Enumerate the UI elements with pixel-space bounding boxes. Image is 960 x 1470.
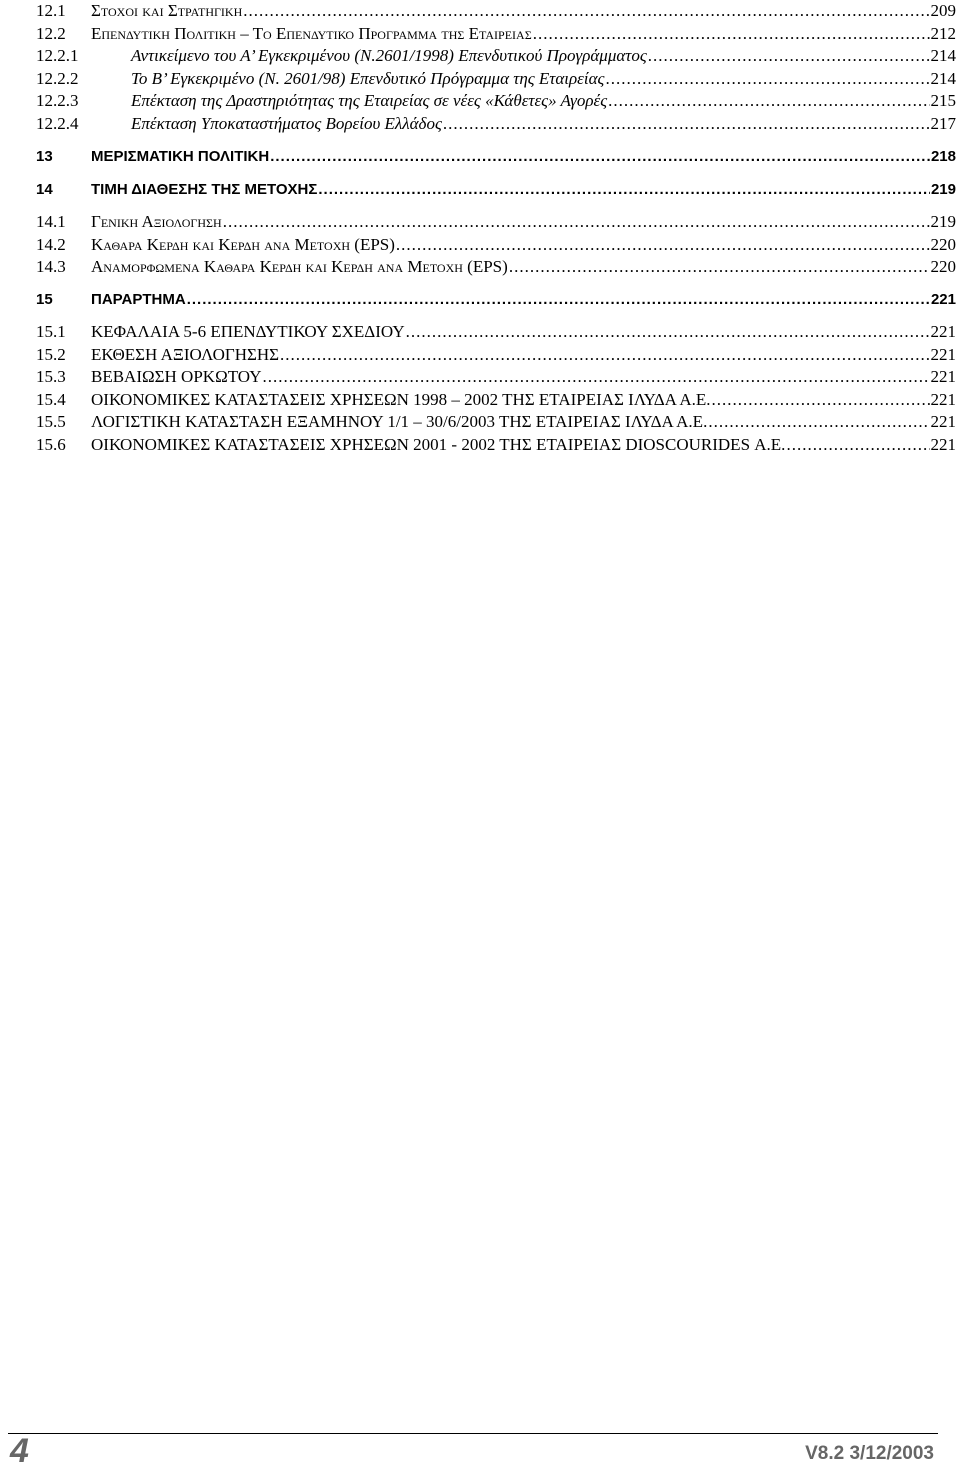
toc-entry-title: ΚΕΦΑΛΑΙΑ 5-6 ΕΠΕΝΔΥΤΙΚΟΥ ΣΧΕΔΙΟΥ (91, 322, 405, 341)
toc-entry-page: 221 (930, 290, 956, 308)
toc-entry-page: 212 (930, 23, 956, 43)
page-number: 4 (10, 1432, 29, 1470)
toc-entry[interactable] (36, 45, 956, 68)
toc-entry-page: 215 (930, 91, 956, 110)
toc-entry[interactable] (36, 23, 956, 46)
toc-leader-dots (406, 321, 930, 344)
toc-leader-dots (608, 90, 929, 113)
toc-leader-dots (509, 256, 930, 279)
toc-entry[interactable] (36, 90, 956, 113)
toc-entry-title: ΤΙΜΗ ΔΙΑΘΕΣΗΣ ΤΗΣ ΜΕΤΟΧΗΣ (91, 180, 318, 198)
toc-entry-number: 15.4 (36, 389, 66, 409)
toc-entry-number: 12.2.4 (36, 113, 79, 133)
toc-entry-page: 219 (930, 180, 956, 198)
toc-entry-number: 12.2.3 (36, 91, 79, 110)
toc-entry[interactable] (36, 389, 956, 412)
toc-entry-page: 221 (930, 434, 956, 454)
toc-leader-dots (396, 234, 930, 257)
toc-entry-number: 12.2 (36, 23, 66, 43)
toc-chapter-entry[interactable] (36, 146, 956, 169)
toc-entry-page: 220 (930, 257, 956, 276)
toc-entry-number: 15 (36, 290, 53, 308)
toc-leader-dots (786, 434, 929, 457)
toc-entry[interactable] (36, 68, 956, 91)
toc-entry-page: 221 (930, 389, 956, 409)
toc-entry-number: 15.5 (36, 412, 66, 431)
toc-entry-number: 13 (36, 148, 53, 165)
toc-entry[interactable] (36, 234, 956, 257)
toc-entry-title: ΠΑΡΑΡΤΗΜΑ (91, 290, 186, 308)
toc-leader-dots (648, 45, 930, 68)
toc-entry-number: 12.1 (36, 1, 66, 20)
toc-entry-number: 14.1 (36, 212, 66, 231)
toc-entry-page: 214 (930, 46, 956, 65)
toc-entry[interactable] (36, 434, 956, 457)
footer-divider (8, 1433, 938, 1434)
toc-entry-number: 14.3 (36, 257, 66, 276)
toc-entry-title: Επέκταση Υποκαταστήματος Βορείου Ελλάδος (131, 113, 442, 133)
toc-entry-number: 15.6 (36, 434, 66, 454)
toc-entry-title: Γενικη Αξιολογηση (91, 212, 222, 231)
toc-entry-page: 217 (930, 113, 956, 133)
toc-entry-title: Επέκταση της Δραστηριότητας της Εταιρείας σε νέες «Κάθετες» Αγορές (131, 91, 608, 110)
toc-entry-title: ΟΙΚΟΝΟΜΙΚΕΣ ΚΑΤΑΣΤΑΣΕΙΣ ΧΡΗΣΕΩΝ 2001 - 2002 ΤΗΣ ΕΤΑΙΡΕΙΑΣ DIOSCOURIDES Α.Ε. (91, 434, 786, 454)
toc-leader-dots (280, 344, 929, 367)
toc-entry-title: Καθαρα Κερδη και Κερδη ανα Μετοχη (EPS) (91, 234, 395, 254)
toc-chapter-entry[interactable] (36, 289, 956, 312)
toc-leader-dots (708, 411, 929, 434)
toc-leader-dots (187, 289, 930, 312)
toc-entry-number: 15.3 (36, 367, 66, 386)
toc-entry-page: 218 (930, 148, 956, 165)
toc-entry-title: ΟΙΚΟΝΟΜΙΚΕΣ ΚΑΤΑΣΤΑΣΕΙΣ ΧΡΗΣΕΩΝ 1998 – 2002 ΤΗΣ ΕΤΑΙΡΕΙΑΣ ΙΛΥΔΑ Α.Ε. (91, 389, 711, 409)
toc-entry[interactable] (36, 366, 956, 389)
toc-entry-title: Το Β’ Εγκεκριμένο (Ν. 2601/98) Επενδυτικό Πρόγραμμα της Εταιρείας (131, 68, 605, 88)
toc-entry-title: Αντικείμενο του Α’ Εγκεκριμένου (Ν.2601/1998) Επενδυτικού Προγράμματος (131, 46, 647, 65)
toc-leader-dots (270, 146, 930, 169)
toc-entry-page: 221 (930, 412, 956, 431)
toc-leader-dots (223, 211, 930, 234)
toc-entry[interactable] (36, 113, 956, 136)
toc-entry-title: Αναμορφωμενα Καθαρα Κερδη και Κερδη ανα Μετοχη (EPS) (91, 257, 508, 276)
toc-entry-title: ΒΕΒΑΙΩΣΗ ΟΡΚΩΤΟΥ (91, 367, 262, 386)
toc-entry-page: 221 (930, 367, 956, 386)
toc-entry[interactable] (36, 0, 956, 23)
toc-entry-title: ΕΚΘΕΣΗ ΑΞΙΟΛΟΓΗΣΗΣ (91, 344, 280, 364)
toc-entry-number: 14.2 (36, 234, 66, 254)
toc-entry-page: 221 (930, 344, 956, 364)
toc-entry[interactable] (36, 344, 956, 367)
toc-entry-number: 12.2.1 (36, 46, 79, 65)
toc-entry-page: 219 (930, 212, 956, 231)
toc-entry-page: 221 (930, 322, 956, 341)
toc-leader-dots (712, 389, 930, 412)
document-version: V8.2 3/12/2003 (805, 1443, 934, 1464)
toc-leader-dots (243, 0, 929, 23)
toc-entry[interactable] (36, 256, 956, 279)
toc-leader-dots (605, 68, 929, 91)
toc-entry-page: 209 (930, 1, 956, 20)
toc-chapter-entry[interactable] (36, 179, 956, 202)
toc-entry[interactable] (36, 321, 956, 344)
toc-entry-title: ΜΕΡΙΣΜΑΤΙΚΗ ΠΟΛΙΤΙΚΗ (91, 148, 270, 165)
toc-leader-dots (262, 366, 929, 389)
toc-entry-title: Στοχοι και Στρατηγικη (91, 1, 243, 20)
toc-entry-number: 12.2.2 (36, 68, 79, 88)
toc-entry-number: 15.2 (36, 344, 66, 364)
toc-entry-number: 14 (36, 180, 53, 198)
toc-entry[interactable] (36, 211, 956, 234)
table-of-contents (36, 0, 956, 456)
toc-entry-title: ΛΟΓΙΣΤΙΚΗ ΚΑΤΑΣΤΑΣΗ ΕΞΑΜΗΝΟΥ 1/1 – 30/6/2003 ΤΗΣ ΕΤΑΙΡΕΙΑΣ ΙΛΥΔΑ Α.Ε. (91, 412, 708, 431)
toc-entry-page: 220 (930, 234, 956, 254)
toc-entry-title: Επενδυτικη Πολιτικη – Το Επενδυτικο Προγραμμα της Εταιρειας (91, 23, 532, 43)
toc-leader-dots (443, 113, 930, 136)
toc-leader-dots (533, 23, 930, 46)
toc-entry-page: 214 (930, 68, 956, 88)
toc-entry[interactable] (36, 411, 956, 434)
toc-leader-dots (318, 179, 930, 202)
toc-entry-number: 15.1 (36, 322, 66, 341)
